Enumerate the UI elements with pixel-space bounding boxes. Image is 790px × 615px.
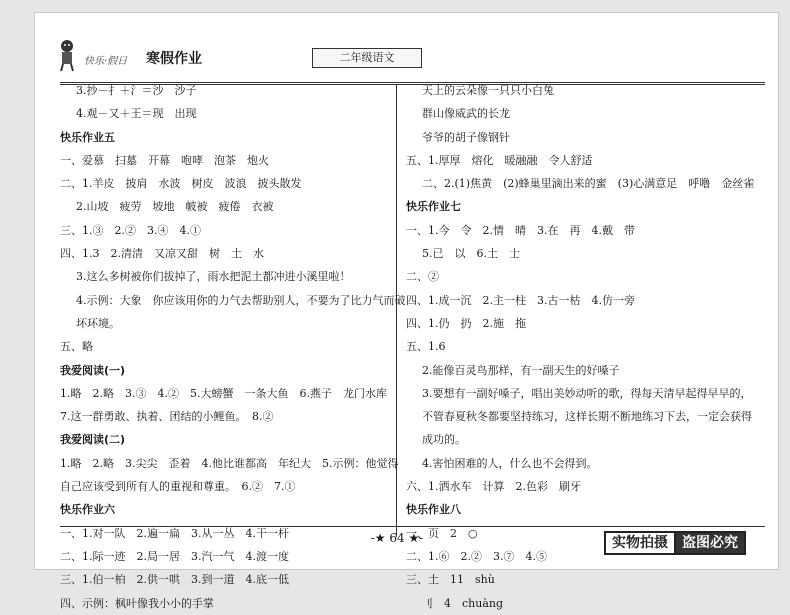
answer-line: 四、1.成一沉 2.主一柱 3.古一枯 4.仿一旁 bbox=[406, 293, 635, 307]
answer-line: 一、1.对一队 2.遍一扁 3.从一丛 4.干一杆 bbox=[60, 526, 289, 540]
answer-line: 3.要想有一副好嗓子，唱出美妙动听的歌，得每天清早起得早早的， bbox=[422, 386, 752, 400]
stamp-text-right: 盗图必究 bbox=[676, 533, 744, 553]
answer-line: 4.害怕困难的人，什么也不会得到。 bbox=[422, 456, 598, 470]
stamp-text-left: 实物拍摄 bbox=[606, 533, 676, 553]
answer-line: 2.山坡 疲劳 坡地 帔被 疲倦 衣被 bbox=[76, 200, 274, 214]
answer-line: 自己应该受到所有人的重视和尊重。 6.② 7.① bbox=[60, 480, 296, 494]
answer-line: 不管春夏秋冬都要坚持练习，这样长期不断地练习下去，一定会获得 bbox=[422, 410, 752, 424]
answer-line: 六、1.洒水车 计算 2.色彩 刷牙 bbox=[406, 480, 581, 494]
answer-line: 一、页 2 ○ bbox=[406, 526, 478, 540]
answer-line: 二、1.羊皮 披肩 水波 树皮 波浪 披头散发 bbox=[60, 177, 302, 191]
answer-line: 四、示例：枫叶像我小小的手掌 bbox=[60, 596, 214, 610]
answer-line: 1.略 2.略 3.尖尖 歪着 4.他比谁都高 年纪大 5.示例：他觉得 bbox=[60, 456, 399, 470]
grade-label: 二年级语文 bbox=[312, 48, 422, 68]
answer-line: 天上的云朵像一只只小白兔 bbox=[422, 84, 554, 97]
answer-line: 五、1.6 bbox=[406, 340, 446, 354]
answer-line: 7.这一群勇敢、执着、团结的小鲤鱼。 8.② bbox=[60, 410, 274, 424]
section-heading: 快乐作业五 bbox=[60, 130, 115, 144]
answer-line: 刂 4 chuàng bbox=[422, 596, 504, 610]
answer-line: 群山像威武的长龙 bbox=[422, 107, 510, 121]
answer-line: 3.这么多树被你们拔掉了，雨水把泥土都冲进小溪里啦！ bbox=[76, 270, 351, 284]
answer-line: 一、1.今 令 2.情 晴 3.在 再 4.戴 带 bbox=[406, 223, 635, 237]
answer-line: 四、1.3 2.清清 又凉又甜 树 土 水 bbox=[60, 247, 264, 261]
answer-line: 二、② bbox=[406, 270, 439, 284]
mascot-illustration bbox=[54, 38, 80, 72]
answer-line: 五、1.厚厚 熔化 暖融融 令人舒适 bbox=[406, 153, 593, 167]
page-number: -★ 64 ★- bbox=[370, 531, 424, 545]
brand-logo: 快乐·假日 bbox=[84, 56, 128, 67]
answer-line: 4.示例：大象 你应该用你的力气去帮助别人，不要为了比力气而破 bbox=[76, 293, 406, 307]
answer-line: 四、1.仍 扔 2.施 拖 bbox=[406, 316, 526, 330]
answer-line: 3.抄－扌＋氵＝沙 沙子 bbox=[76, 84, 197, 97]
answer-line: 1.略 2.略 3.③ 4.② 5.大螃蟹 一条大鱼 6.燕子 龙门水库 bbox=[60, 386, 387, 400]
answer-line: 成功的。 bbox=[422, 433, 466, 447]
section-heading: 快乐作业八 bbox=[406, 503, 461, 517]
page-header bbox=[54, 44, 764, 74]
answer-line: 二、1.⑥ 2.② 3.⑦ 4.⑤ bbox=[406, 549, 547, 563]
page-title: 寒假作业 bbox=[146, 51, 202, 67]
answer-line: 三、1.伯一柏 2.供一哄 3.到一道 4.底一低 bbox=[60, 573, 289, 587]
answer-line: 2.能像百灵鸟那样，有一副天生的好嗓子 bbox=[422, 363, 620, 377]
section-heading: 我爱阅读(一) bbox=[60, 363, 126, 377]
answer-line: 三、土 11 shù bbox=[406, 573, 495, 587]
answer-line: 5.已 以 6.土 士 bbox=[422, 247, 520, 261]
answer-line: 4.观－又＋王＝现 出现 bbox=[76, 107, 197, 121]
section-heading: 我爱阅读(二) bbox=[60, 433, 126, 447]
answer-line: 三、1.③ 2.② 3.④ 4.① bbox=[60, 223, 201, 237]
section-heading: 快乐作业六 bbox=[60, 503, 115, 517]
footer-rule bbox=[60, 526, 765, 527]
answer-line: 五、略 bbox=[60, 340, 93, 354]
answer-line: 二、2.(1)焦黄 (2)蜂巢里滴出来的蜜 (3)心满意足 呼噜 金丝雀 bbox=[422, 177, 755, 191]
answer-line: 坏环境。 bbox=[76, 316, 120, 330]
section-heading: 快乐作业七 bbox=[406, 200, 461, 214]
answer-line: 爷爷的胡子像钢针 bbox=[422, 130, 510, 144]
watermark-stamp bbox=[604, 531, 746, 555]
answer-line: 一、爱慕 扫墓 开幕 咆哮 泡茶 炮火 bbox=[60, 153, 269, 167]
answer-line: 二、1.际一迹 2.局一居 3.汽一气 4.渡一度 bbox=[60, 549, 289, 563]
